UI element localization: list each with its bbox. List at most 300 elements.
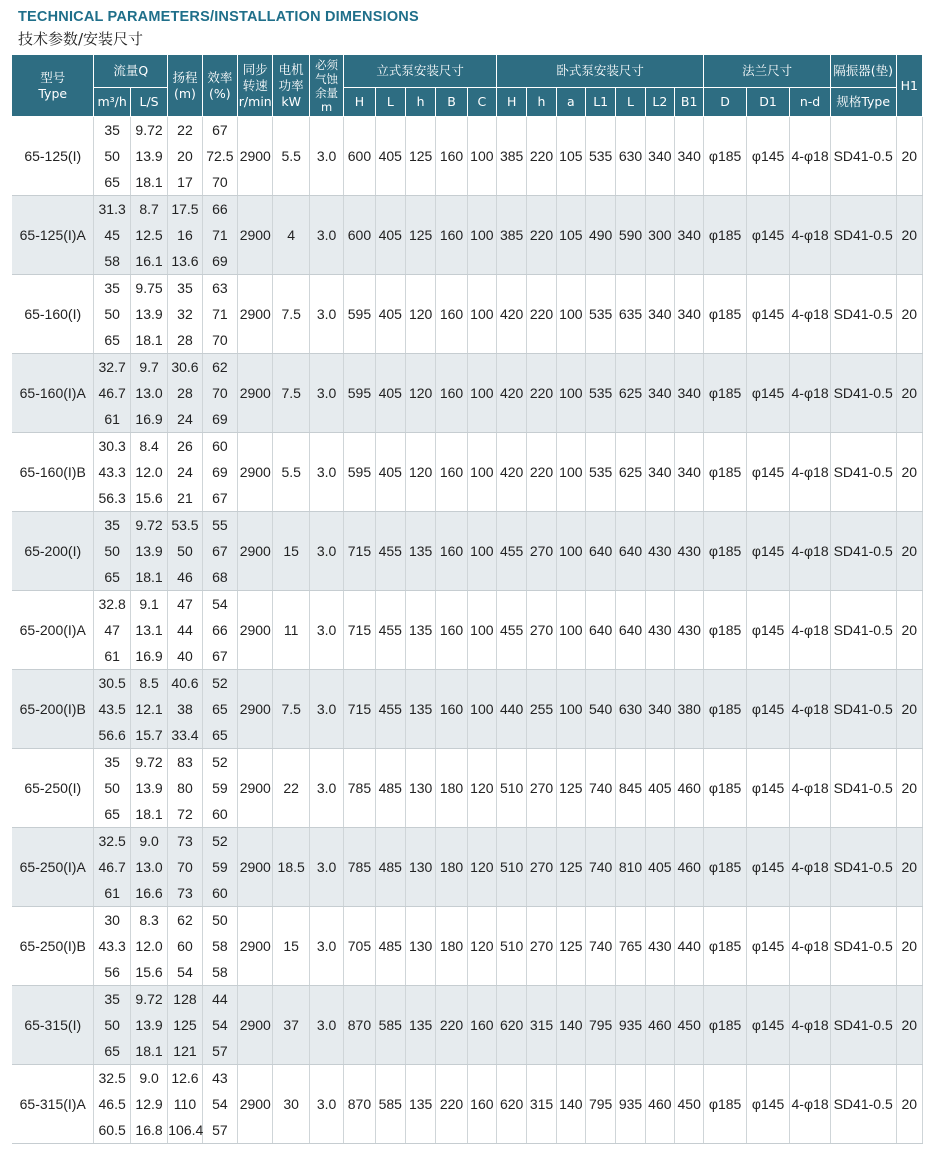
eff-cell-value: 63 [212, 280, 228, 296]
type-cell: 65-160(I)B [12, 433, 94, 512]
flow-m3h-cell-value: 35 [104, 280, 120, 296]
table-row [12, 196, 923, 275]
head-cell-value: 50 [177, 543, 193, 559]
header-v-col: C [467, 88, 496, 117]
speed-cell: 2900 [238, 670, 273, 749]
speed-cell: 2900 [238, 986, 273, 1065]
vertical-dim-cell: 135 [405, 986, 435, 1065]
flow-m3h-cell-value: 60.5 [98, 1122, 126, 1138]
horizontal-dim-cell: 430 [645, 907, 674, 986]
power-cell: 37 [273, 986, 309, 1065]
table-row [12, 275, 923, 354]
flow-m3h-cell-value: 30 [104, 912, 120, 928]
horizontal-dim-cell: 220 [527, 275, 556, 354]
isolator-cell: SD41-0.5 [830, 907, 896, 986]
flow-m3h-cell-value: 65 [104, 174, 120, 190]
type-cell: 65-315(I) [12, 986, 94, 1065]
horizontal-dim-cell: 420 [497, 354, 527, 433]
flow-m3h-cell-value: 56.6 [98, 727, 126, 743]
header-h-col: B1 [675, 88, 704, 117]
vertical-dim-cell: 100 [467, 196, 496, 275]
eff-cell-value: 52 [212, 754, 228, 770]
flow-m3h-cell-value: 35 [104, 754, 120, 770]
header-v-col: L [375, 88, 405, 117]
horizontal-dim-cell: 270 [527, 749, 556, 828]
flow-ls-cell-value: 18.1 [135, 174, 163, 190]
type-cell: 65-250(I) [12, 749, 94, 828]
flange-dim-cell: 4-φ18 [790, 907, 830, 986]
horizontal-dim-cell: 450 [675, 986, 704, 1065]
vertical-dim-cell: 100 [467, 433, 496, 512]
isolator-cell: SD41-0.5 [830, 275, 896, 354]
flow-m3h-cell-value: 61 [104, 411, 120, 427]
flow-m3h-cell-value: 50 [104, 780, 120, 796]
head-cell [168, 354, 202, 433]
vertical-dim-cell: 180 [436, 749, 467, 828]
vertical-dim-cell: 160 [436, 354, 467, 433]
flow-m3h-cell-value: 65 [104, 1043, 120, 1059]
horizontal-dim-cell: 340 [675, 354, 704, 433]
horizontal-dim-cell: 440 [497, 670, 527, 749]
table-row [12, 354, 923, 433]
horizontal-dim-cell: 535 [586, 433, 616, 512]
flow-m3h-cell-value: 65 [104, 569, 120, 585]
h1-cell: 20 [896, 670, 922, 749]
horizontal-dim-cell: 430 [675, 512, 704, 591]
eff-cell-value: 71 [212, 227, 228, 243]
vertical-dim-cell: 160 [436, 196, 467, 275]
flange-dim-cell: 4-φ18 [790, 512, 830, 591]
flow-ls-cell-value: 15.7 [135, 727, 163, 743]
head-cell-value: 54 [177, 964, 193, 980]
header-power-l2: 功率 [278, 77, 304, 93]
eff-cell [202, 828, 237, 907]
type-cell: 65-160(I)A [12, 354, 94, 433]
head-cell [168, 591, 202, 670]
eff-cell-value: 54 [212, 1096, 228, 1112]
flow-ls-cell [130, 354, 167, 433]
vertical-dim-cell: 485 [375, 828, 405, 907]
head-cell-value: 28 [177, 332, 193, 348]
head-cell [168, 670, 202, 749]
horizontal-dim-cell: 510 [497, 907, 527, 986]
vertical-dim-cell: 160 [436, 433, 467, 512]
horizontal-dim-cell: 100 [556, 433, 585, 512]
horizontal-dim-cell: 430 [645, 512, 674, 591]
horizontal-dim-cell: 460 [645, 1065, 674, 1144]
flow-ls-cell-value: 15.6 [135, 490, 163, 506]
horizontal-dim-cell: 540 [586, 670, 616, 749]
flange-dim-cell: φ145 [746, 907, 789, 986]
horizontal-dim-cell: 635 [616, 275, 645, 354]
head-cell-value: 62 [177, 912, 193, 928]
horizontal-dim-cell: 810 [616, 828, 645, 907]
horizontal-dim-cell: 440 [675, 907, 704, 986]
vertical-dim-cell: 455 [375, 512, 405, 591]
horizontal-dim-cell: 220 [527, 433, 556, 512]
flow-m3h-cell [94, 828, 130, 907]
header-h-col: h [527, 88, 556, 117]
eff-cell-value: 71 [212, 306, 228, 322]
vertical-dim-cell: 130 [405, 749, 435, 828]
eff-cell [202, 591, 237, 670]
eff-cell-value: 69 [212, 411, 228, 427]
vertical-dim-cell: 125 [405, 117, 435, 196]
flow-ls-cell-value: 18.1 [135, 569, 163, 585]
power-cell: 11 [273, 591, 309, 670]
horizontal-dim-cell: 100 [556, 275, 585, 354]
flange-dim-cell: φ185 [704, 907, 746, 986]
horizontal-dim-cell: 405 [645, 828, 674, 907]
flow-ls-cell-value: 13.0 [135, 385, 163, 401]
vertical-dim-cell: 160 [467, 986, 496, 1065]
head-cell-value: 106.4 [168, 1122, 204, 1138]
horizontal-dim-cell: 460 [675, 749, 704, 828]
horizontal-dim-cell: 510 [497, 749, 527, 828]
flow-ls-cell [130, 196, 167, 275]
head-cell-value: 24 [177, 411, 193, 427]
type-cell: 65-315(I)A [12, 1065, 94, 1144]
type-cell: 65-200(I)A [12, 591, 94, 670]
header-eff [202, 55, 237, 117]
flow-ls-cell-value: 15.6 [135, 964, 163, 980]
vertical-dim-cell: 135 [405, 1065, 435, 1144]
vertical-dim-cell: 100 [467, 591, 496, 670]
eff-cell-value: 59 [212, 780, 228, 796]
head-cell [168, 275, 202, 354]
horizontal-dim-cell: 510 [497, 828, 527, 907]
header-npsh-l2: 气蚀 [315, 71, 339, 86]
isolator-cell: SD41-0.5 [830, 591, 896, 670]
horizontal-dim-cell: 455 [497, 591, 527, 670]
header-npsh [309, 55, 343, 117]
flow-m3h-cell-value: 35 [104, 517, 120, 533]
vertical-dim-cell: 120 [467, 828, 496, 907]
eff-cell-value: 65 [212, 727, 228, 743]
header-eff-unit: (%) [209, 85, 231, 101]
npsh-cell: 3.0 [309, 907, 343, 986]
isolator-cell: SD41-0.5 [830, 512, 896, 591]
table-row [12, 591, 923, 670]
head-cell-value: 24 [177, 464, 193, 480]
head-cell-value: 83 [177, 754, 193, 770]
flow-ls-cell [130, 591, 167, 670]
flow-m3h-cell [94, 1065, 130, 1144]
flow-ls-cell-value: 12.5 [135, 227, 163, 243]
horizontal-dim-cell: 795 [586, 986, 616, 1065]
type-cell: 65-125(I)A [12, 196, 94, 275]
eff-cell-value: 67 [212, 543, 228, 559]
vertical-dim-cell: 100 [467, 512, 496, 591]
eff-cell [202, 1065, 237, 1144]
power-cell: 30 [273, 1065, 309, 1144]
power-cell: 5.5 [273, 433, 309, 512]
flow-m3h-cell-value: 46.5 [98, 1096, 126, 1112]
horizontal-dim-cell: 315 [527, 986, 556, 1065]
header-h1: H1 [896, 55, 922, 117]
vertical-dim-cell: 120 [405, 275, 435, 354]
flow-ls-cell-value: 16.8 [135, 1122, 163, 1138]
flange-dim-cell: φ185 [704, 749, 746, 828]
horizontal-dim-cell: 430 [645, 591, 674, 670]
horizontal-dim-cell: 535 [586, 354, 616, 433]
header-power-l3: kW [281, 93, 301, 109]
header-horizontal: 卧式泵安装尺寸 [497, 55, 704, 88]
flow-m3h-cell [94, 354, 130, 433]
h1-cell: 20 [896, 117, 922, 196]
vertical-dim-cell: 785 [344, 828, 375, 907]
flange-dim-cell: φ145 [746, 433, 789, 512]
speed-cell: 2900 [238, 749, 273, 828]
horizontal-dim-cell: 100 [556, 591, 585, 670]
vertical-dim-cell: 595 [344, 354, 375, 433]
power-cell: 4 [273, 196, 309, 275]
flow-m3h-cell [94, 907, 130, 986]
flange-dim-cell: φ185 [704, 986, 746, 1065]
horizontal-dim-cell: 460 [645, 986, 674, 1065]
table-row [12, 512, 923, 591]
vertical-dim-cell: 100 [467, 117, 496, 196]
horizontal-dim-cell: 340 [645, 354, 674, 433]
head-cell-value: 21 [177, 490, 193, 506]
page-title-cn: 技术参数/安装尺寸 [18, 30, 144, 48]
vertical-dim-cell: 455 [375, 591, 405, 670]
flow-m3h-cell-value: 43.5 [98, 701, 126, 717]
header-v-col: H [344, 88, 375, 117]
eff-cell-value: 65 [212, 701, 228, 717]
table-row [12, 986, 923, 1065]
speed-cell: 2900 [238, 354, 273, 433]
isolator-cell: SD41-0.5 [830, 433, 896, 512]
eff-cell-value: 43 [212, 1070, 228, 1086]
eff-cell-value: 58 [212, 964, 228, 980]
npsh-cell: 3.0 [309, 275, 343, 354]
eff-cell-value: 72.5 [206, 148, 234, 164]
flow-ls-cell [130, 986, 167, 1065]
flow-m3h-cell-value: 32.5 [98, 1070, 126, 1086]
vertical-dim-cell: 125 [405, 196, 435, 275]
vertical-dim-cell: 160 [436, 591, 467, 670]
eff-cell-value: 52 [212, 675, 228, 691]
h1-cell: 20 [896, 196, 922, 275]
npsh-cell: 3.0 [309, 986, 343, 1065]
isolator-cell: SD41-0.5 [830, 986, 896, 1065]
speed-cell: 2900 [238, 828, 273, 907]
flange-dim-cell: φ185 [704, 196, 746, 275]
eff-cell-value: 67 [212, 490, 228, 506]
power-cell: 15 [273, 907, 309, 986]
flow-ls-cell-value: 12.0 [135, 938, 163, 954]
flange-dim-cell: 4-φ18 [790, 749, 830, 828]
flow-ls-cell-value: 9.7 [139, 359, 159, 375]
eff-cell-value: 70 [212, 174, 228, 190]
flange-dim-cell: 4-φ18 [790, 591, 830, 670]
flange-dim-cell: φ185 [704, 433, 746, 512]
horizontal-dim-cell: 125 [556, 828, 585, 907]
horizontal-dim-cell: 340 [675, 433, 704, 512]
head-cell-value: 35 [177, 280, 193, 296]
header-head [168, 55, 202, 117]
eff-cell [202, 986, 237, 1065]
eff-cell-value: 69 [212, 253, 228, 269]
horizontal-dim-cell: 765 [616, 907, 645, 986]
power-cell: 22 [273, 749, 309, 828]
head-cell-value: 28 [177, 385, 193, 401]
h1-cell: 20 [896, 828, 922, 907]
power-cell: 15 [273, 512, 309, 591]
head-cell-value: 38 [177, 701, 193, 717]
horizontal-dim-cell: 105 [556, 196, 585, 275]
flow-m3h-cell-value: 32.8 [98, 596, 126, 612]
flow-m3h-cell-value: 35 [104, 991, 120, 1007]
vertical-dim-cell: 100 [467, 670, 496, 749]
header-v-col: h [405, 88, 435, 117]
horizontal-dim-cell: 385 [497, 117, 527, 196]
flow-m3h-cell [94, 749, 130, 828]
flow-m3h-cell-value: 30.3 [98, 438, 126, 454]
head-cell-value: 30.6 [171, 359, 199, 375]
eff-cell-value: 62 [212, 359, 228, 375]
head-cell [168, 1065, 202, 1144]
eff-cell-value: 67 [212, 122, 228, 138]
npsh-cell: 3.0 [309, 670, 343, 749]
type-cell: 65-200(I)B [12, 670, 94, 749]
header-h-col: H [497, 88, 527, 117]
speed-cell: 2900 [238, 1065, 273, 1144]
flow-ls-cell-value: 13.9 [135, 1017, 163, 1033]
horizontal-dim-cell: 740 [586, 749, 616, 828]
header-v-col: B [436, 88, 467, 117]
table-row [12, 117, 923, 196]
flange-dim-cell: φ185 [704, 512, 746, 591]
speed-cell: 2900 [238, 117, 273, 196]
head-cell-value: 80 [177, 780, 193, 796]
flow-m3h-cell [94, 591, 130, 670]
power-cell: 7.5 [273, 670, 309, 749]
head-cell [168, 828, 202, 907]
eff-cell [202, 196, 237, 275]
npsh-cell: 3.0 [309, 354, 343, 433]
head-cell-value: 40.6 [171, 675, 199, 691]
flow-m3h-cell [94, 512, 130, 591]
flow-ls-cell [130, 433, 167, 512]
horizontal-dim-cell: 455 [497, 512, 527, 591]
eff-cell [202, 512, 237, 591]
horizontal-dim-cell: 125 [556, 749, 585, 828]
flange-dim-cell: φ185 [704, 591, 746, 670]
type-cell: 65-250(I)B [12, 907, 94, 986]
flow-ls-cell-value: 8.5 [139, 675, 159, 691]
flow-m3h-cell [94, 670, 130, 749]
head-cell-value: 47 [177, 596, 193, 612]
horizontal-dim-cell: 340 [645, 117, 674, 196]
parameters-table [12, 55, 923, 1144]
type-cell: 65-200(I) [12, 512, 94, 591]
horizontal-dim-cell: 620 [497, 1065, 527, 1144]
flow-ls-cell-value: 18.1 [135, 806, 163, 822]
head-cell [168, 749, 202, 828]
eff-cell [202, 749, 237, 828]
flange-dim-cell: φ185 [704, 275, 746, 354]
vertical-dim-cell: 160 [436, 275, 467, 354]
table-row [12, 828, 923, 907]
horizontal-dim-cell: 535 [586, 117, 616, 196]
flow-m3h-cell-value: 45 [104, 227, 120, 243]
horizontal-dim-cell: 620 [497, 986, 527, 1065]
flow-ls-cell-value: 8.7 [139, 201, 159, 217]
eff-cell-value: 70 [212, 385, 228, 401]
header-type-en: Type [38, 85, 68, 101]
horizontal-dim-cell: 270 [527, 828, 556, 907]
flow-m3h-cell-value: 50 [104, 306, 120, 322]
vertical-dim-cell: 120 [467, 907, 496, 986]
flow-m3h-cell-value: 56 [104, 964, 120, 980]
vertical-dim-cell: 135 [405, 512, 435, 591]
head-cell-value: 73 [177, 885, 193, 901]
horizontal-dim-cell: 450 [675, 1065, 704, 1144]
head-cell-value: 72 [177, 806, 193, 822]
flow-ls-cell-value: 9.72 [135, 754, 163, 770]
horizontal-dim-cell: 385 [497, 196, 527, 275]
flange-dim-cell: φ145 [746, 196, 789, 275]
npsh-cell: 3.0 [309, 433, 343, 512]
head-cell-value: 121 [173, 1043, 197, 1059]
npsh-cell: 3.0 [309, 591, 343, 670]
h1-cell: 20 [896, 433, 922, 512]
flow-ls-cell [130, 512, 167, 591]
flow-ls-cell-value: 16.9 [135, 411, 163, 427]
flange-dim-cell: 4-φ18 [790, 433, 830, 512]
flow-ls-cell-value: 13.9 [135, 780, 163, 796]
isolator-cell: SD41-0.5 [830, 117, 896, 196]
header-flow: 流量Q [94, 55, 168, 88]
vertical-dim-cell: 595 [344, 433, 375, 512]
horizontal-dim-cell: 100 [556, 670, 585, 749]
vertical-dim-cell: 485 [375, 749, 405, 828]
flow-m3h-cell-value: 50 [104, 1017, 120, 1033]
flange-dim-cell: φ145 [746, 354, 789, 433]
flow-m3h-cell-value: 31.3 [98, 201, 126, 217]
flange-dim-cell: φ185 [704, 828, 746, 907]
horizontal-dim-cell: 100 [556, 354, 585, 433]
vertical-dim-cell: 160 [436, 512, 467, 591]
flow-ls-cell-value: 18.1 [135, 1043, 163, 1059]
flow-m3h-cell-value: 56.3 [98, 490, 126, 506]
flow-m3h-cell-value: 32.5 [98, 833, 126, 849]
header-npsh-l4: m [320, 99, 333, 114]
flow-ls-cell-value: 16.6 [135, 885, 163, 901]
eff-cell-value: 60 [212, 438, 228, 454]
horizontal-dim-cell: 340 [645, 433, 674, 512]
vertical-dim-cell: 705 [344, 907, 375, 986]
horizontal-dim-cell: 460 [675, 828, 704, 907]
vertical-dim-cell: 160 [436, 670, 467, 749]
vertical-dim-cell: 785 [344, 749, 375, 828]
npsh-cell: 3.0 [309, 1065, 343, 1144]
flow-ls-cell-value: 13.0 [135, 859, 163, 875]
speed-cell: 2900 [238, 907, 273, 986]
flow-ls-cell [130, 117, 167, 196]
vertical-dim-cell: 715 [344, 591, 375, 670]
horizontal-dim-cell: 140 [556, 1065, 585, 1144]
eff-cell-value: 50 [212, 912, 228, 928]
horizontal-dim-cell: 405 [645, 749, 674, 828]
horizontal-dim-cell: 740 [586, 828, 616, 907]
horizontal-dim-cell: 270 [527, 591, 556, 670]
vertical-dim-cell: 455 [375, 670, 405, 749]
eff-cell-value: 69 [212, 464, 228, 480]
vertical-dim-cell: 870 [344, 1065, 375, 1144]
